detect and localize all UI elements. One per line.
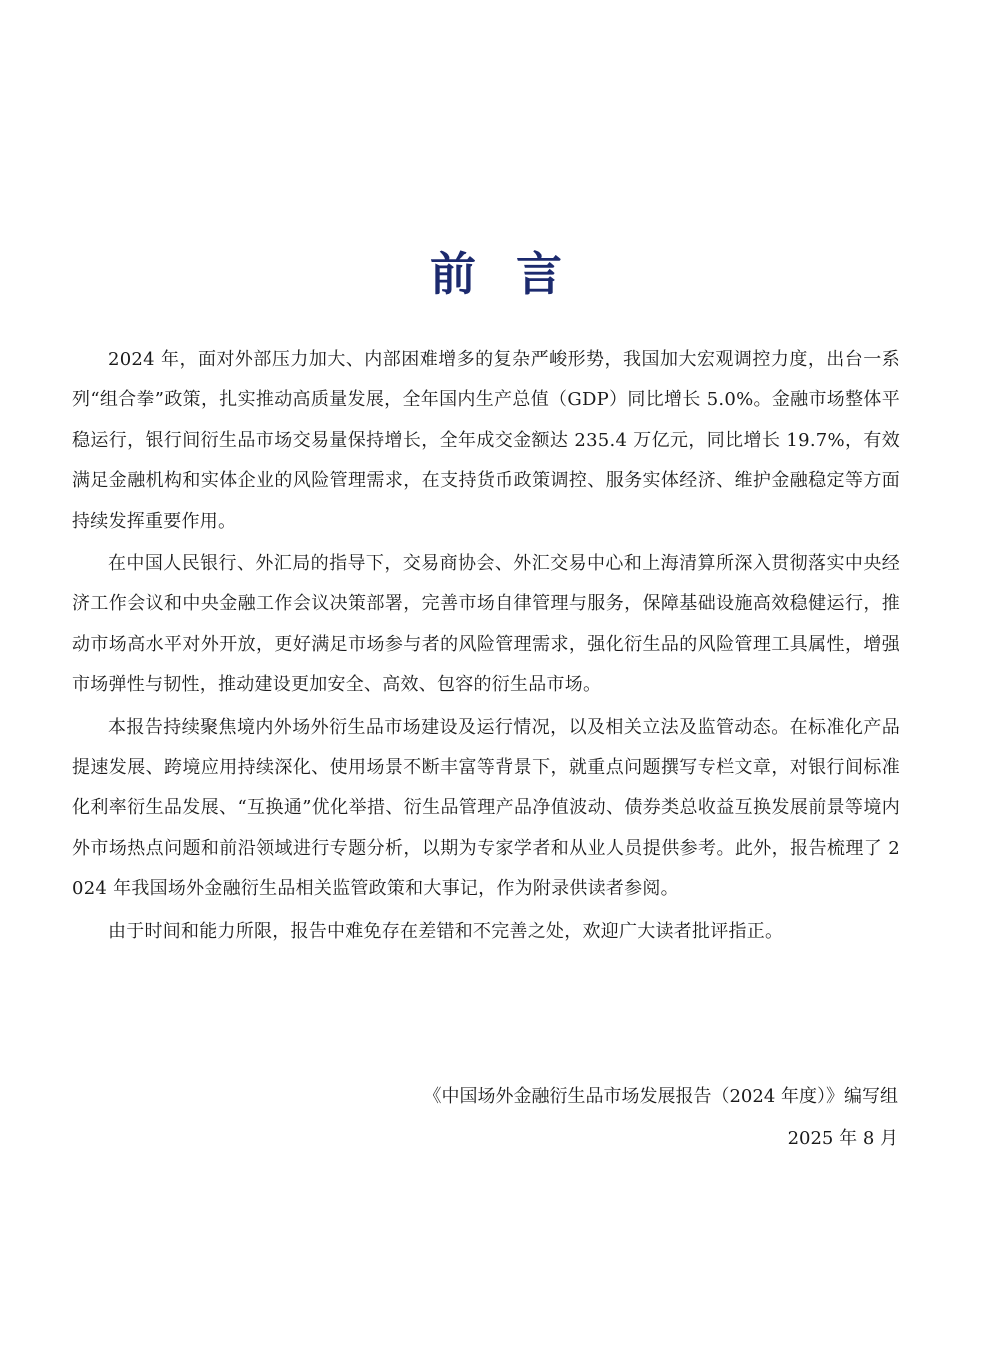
signature-date: 2025 年 8 月 bbox=[787, 1128, 898, 1149]
paragraph-4: 由于时间和能力所限，报告中难免存在差错和不完善之处，欢迎广大读者批评指正。 bbox=[108, 920, 784, 942]
paragraph-2: 在中国人民银行、外汇局的指导下，交易商协会、外汇交易中心和上海清算所深入贯彻落实中央经济工作会议和中央金融工作会议决策部署，完善市场自律管理与服务，保障基础设施高效稳健运行，推动市场高水平对外开放，更好满足市场参与者的风险管理需求，强化衍生品的风险管理工具属性，增强市场弹性与韧性，推动建设更加安全、高效、包容的衍生品市场。 bbox=[72, 553, 900, 696]
signature-block bbox=[423, 1076, 898, 1160]
paragraph-1: 2024 年，面对外部压力加大、内部困难增多的复杂严峻形势，我国加大宏观调控力度，出台一系列“组合拳”政策，扎实推动高质量发展，全年国内生产总值（GDP）同比增长 5.0%。金融市场整体平稳运行，银行间衍生品市场交易量保持增长，全年成交金额达 235.4 万亿元，同比增长 19.7%，有效满足金融机构和实体企业的风险管理需求，在支持货币政策调控、服务实体经济、维护金融稳定等方面持续发挥重要作用。 bbox=[72, 349, 900, 532]
paragraph-3: 本报告持续聚焦境内外场外衍生品市场建设及运行情况，以及相关立法及监管动态。在标准化产品提速发展、跨境应用持续深化、使用场景不断丰富等背景下，就重点问题撰写专栏文章，对银行间标准化利率衍生品发展、“互换通”优化举措、衍生品管理产品净值波动、债券类总收益互换发展前景等境内外市场热点问题和前沿领域进行专题分析，以期为专家学者和从业人员提供参考。此外，报告梳理了 2024 年我国场外金融衍生品相关监管政策和大事记，作为附录供读者参阅。 bbox=[72, 716, 900, 900]
signature-author: 《中国场外金融衍生品市场发展报告（2024 年度）》编写组 bbox=[423, 1086, 898, 1107]
page-title: 前言 bbox=[430, 246, 602, 301]
preface-body bbox=[72, 340, 900, 952]
